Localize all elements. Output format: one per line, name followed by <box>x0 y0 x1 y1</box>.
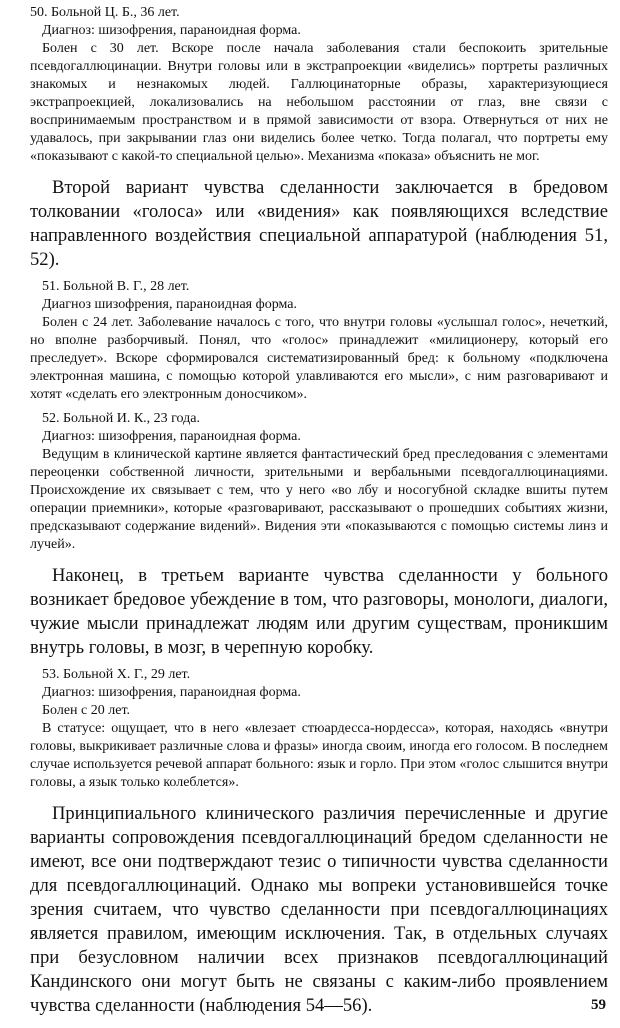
case-50 <box>30 4 608 166</box>
case-diagnosis: Диагноз шизофрения, параноидная форма. <box>42 297 297 312</box>
case-header: 50. Больной Ц. Б., 36 лет. <box>30 5 180 20</box>
case-description: Ведущим в клинической картине является фантастический бред преследования с элементами переоценки собственной личности, зрительными и вербальными псевдогаллюцинациями. Происхождение их связывает с тем, что у него «во лбу и носогубной складке вшиты путем операции приемники», которые «разговаривают, рассказывают о прошедших событиях жизни, предсказывают содержание видений». Видения эти «показываются с помощью системы линз и лучей». <box>30 447 608 552</box>
case-diagnosis: Диагноз: шизофрения, параноидная форма. <box>42 429 301 444</box>
case-header: 52. Больной И. К., 23 года. <box>42 411 200 426</box>
case-description: В статусе: ощущает, что в него «влезает стюардесса-нордесса», которая, находясь «внутри головы, выкрикивает различные слова и фразы» иногда своим, иногда его голосом. В последнем случае используется речевой аппарат больного: язык и горло. При этом «голос слышится внутри головы, а язык только колеблется». <box>30 721 608 790</box>
case-53 <box>30 666 608 792</box>
case-diagnosis: Диагноз: шизофрения, параноидная форма. <box>42 23 301 38</box>
body-paragraph: Второй вариант чувства сделанности заключается в бредовом толковании «голоса» или «видения» как появляющихся вследствие направленного воздействия специальной аппаратурой (наблюдения 51, 52). <box>30 177 608 270</box>
page-number: 59 <box>591 997 606 1013</box>
case-description: Болен с 24 лет. Заболевание началось с того, что внутри головы «услышал голос», нечеткий, но вполне разборчивый. Понял, что «голос» принадлежит «милиционеру, который его преследует». Вскоре сформировался систематизированный бред: к больному «подключена электронная машина, с помощью которой улавливаются его мысли», с ним разговаривают и хотят «сделать его электронным доносчиком». <box>30 315 608 402</box>
case-header: 51. Больной В. Г., 28 лет. <box>42 279 190 294</box>
body-paragraph: Наконец, в третьем варианте чувства сделанности у больного возникает бредовое убеждение в том, что разговоры, монологи, диалоги, чужие мысли принадлежат людям или другим существам, проникшим внутрь головы, в мозг, в черепную коробку. <box>30 565 608 658</box>
case-description: Болен с 30 лет. Вскоре после начала заболевания стали беспокоить зрительные псевдогаллюцинации. Внутри головы или в экстрапроекции «виделись» портреты различных знакомых и незнакомых людей. Галлюцинаторные образы, характеризующиеся экстрапроекцией, локализовались на небольшом расстоянии от глаз, вне связи с воспринимаемым пространством и в прямой зависимости от взора. Отвернуться от них не удавалось, при закрывании глаз они виделись более четко. Тогда полагал, что портреты ему «показывают с какой-то специальной целью». Механизма «показа» объяснить не мог. <box>30 41 608 164</box>
case-onset: Болен с 20 лет. <box>42 703 131 718</box>
case-header: 53. Больной Х. Г., 29 лет. <box>42 667 191 682</box>
case-52 <box>30 410 608 554</box>
case-51 <box>30 278 608 404</box>
body-paragraph: Принципиального клинического различия перечисленные и другие варианты сопровождения псевдогаллюцинаций бредом сделанности не имеют, все они подтверждают тезис о типичности чувства сделанности для псевдогаллюцинаций. Однако мы вопреки установившейся точке зрения считаем, что чувство сделанности при псевдогаллюцинациях является правилом, имеющим исключения. Так, в отдельных случаях при безусловном наличии всех признаков псевдогаллюцинаций Кандинского они могут быть не связаны с каким-либо проявлением чувства сделанности (наблюдения 54—56). <box>30 803 608 1016</box>
case-diagnosis: Диагноз: шизофрения, параноидная форма. <box>42 685 301 700</box>
